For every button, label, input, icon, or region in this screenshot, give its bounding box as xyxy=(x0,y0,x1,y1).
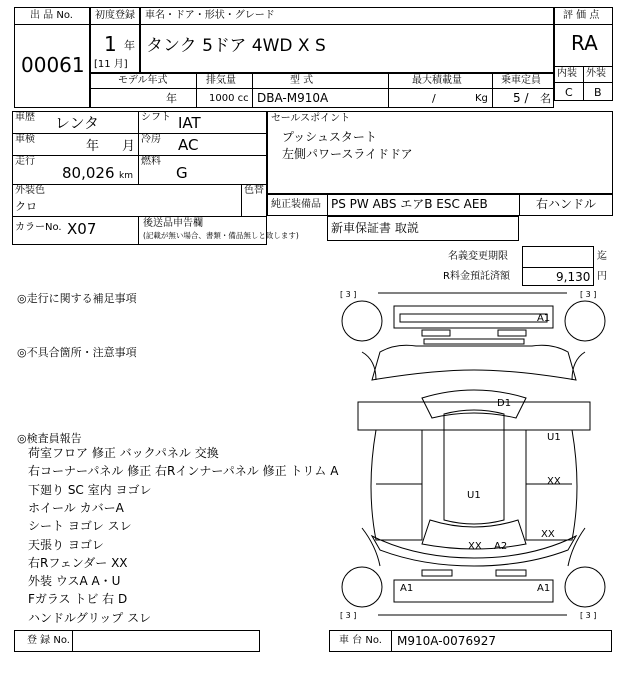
color-no-value: X07 xyxy=(67,220,97,238)
type-label: 型 式 xyxy=(290,75,314,86)
first-reg-label: 初度登録 xyxy=(95,10,135,21)
ac-value: AC xyxy=(178,136,199,154)
max-load-unit: Kg xyxy=(475,93,488,104)
lot-label: 出 品 No. xyxy=(30,10,73,21)
chassis-number: M910A-0076927 xyxy=(397,634,496,648)
corner-bl: [ 3 ] xyxy=(340,611,357,620)
defects-label: ◎不具合箇所・注意事項 xyxy=(17,346,137,359)
damage-mark: XX xyxy=(468,541,482,552)
damage-mark: A1 xyxy=(537,313,551,324)
fuel-value: G xyxy=(176,164,188,182)
wheel-front-right-icon xyxy=(565,301,605,341)
color-no-label: カラーNo. xyxy=(15,222,62,233)
max-load-value: / xyxy=(432,92,436,105)
history-label: 車歴 xyxy=(15,112,35,123)
color-change-label: 色替 xyxy=(244,185,264,196)
left-side-outline xyxy=(371,430,422,540)
damage-mark: A1 xyxy=(537,583,551,594)
report-line-9: Fガラス トビ 右 D xyxy=(28,592,128,606)
chassis-no-label: 車 台 No. xyxy=(339,635,382,646)
sales-point-line-1: プッシュスタート xyxy=(282,130,377,144)
exterior-grade: B xyxy=(594,86,602,99)
post-docs-label: 後送品申告欄 xyxy=(143,218,203,229)
capacity-label: 乗車定員 xyxy=(501,75,541,86)
report-line-5: シート ヨゴレ スレ xyxy=(28,519,132,533)
interior-label: 内装 xyxy=(557,68,577,79)
displacement-value: 1000 cc xyxy=(209,93,249,104)
first-reg-year: 1 xyxy=(104,32,117,56)
inspection-label: 車検 xyxy=(15,134,35,145)
report-line-6: 天張り ヨゴレ xyxy=(28,538,104,552)
name-change-label: 名義変更期限 xyxy=(448,251,508,262)
equipment-label: 純正装備品 xyxy=(271,199,321,210)
report-line-8: 外装 ウスA A・U xyxy=(28,574,121,588)
roof-outline xyxy=(444,410,504,524)
mileage-unit: km xyxy=(119,171,133,181)
exterior-label: 外装 xyxy=(586,68,606,79)
ac-label: 冷房 xyxy=(141,134,161,145)
capacity-unit: 名 xyxy=(540,92,551,105)
interior-grade: C xyxy=(565,86,573,99)
report-line-2: 右コーナーパネル 修正 右Rインナーパネル 修正 トリム A xyxy=(28,464,339,478)
capacity-value: 5 / xyxy=(513,91,529,105)
driving-notes-label: ◎走行に関する補足事項 xyxy=(17,292,137,305)
report-line-4: ホイール カバーA xyxy=(28,501,124,515)
shift-label: シフト xyxy=(141,112,171,123)
damage-mark: XX xyxy=(547,476,561,487)
corner-br: [ 3 ] xyxy=(580,611,597,620)
first-reg-year-unit: 年 xyxy=(124,39,135,52)
damage-mark: XX xyxy=(541,529,555,540)
mileage-value: 80,026 xyxy=(62,164,115,182)
rating-label: 評 価 点 xyxy=(563,10,600,21)
name-change-unit: 迄 xyxy=(597,251,607,262)
equipment-items: PS PW ABS エアB ESC AEB xyxy=(331,197,488,211)
car-name-label: 車名・ドア・形状・グレード xyxy=(145,10,275,21)
model-type-value: DBA-M910A xyxy=(257,91,329,105)
sales-point-line-2: 左側パワースライドドア xyxy=(282,147,413,161)
inspection-year: 年 xyxy=(86,139,100,154)
damage-mark: D1 xyxy=(497,398,512,409)
mileage-label: 走行 xyxy=(15,156,35,167)
car-name: タンク 5ドア 4WD X S xyxy=(146,36,326,56)
warranty-docs: 新車保証書 取説 xyxy=(331,221,419,235)
corner-tl: [ 3 ] xyxy=(340,290,357,299)
model-year-unit: 年 xyxy=(166,92,177,105)
body-color-label: 外装色 xyxy=(15,185,45,196)
first-reg-month: [11 月] xyxy=(94,59,128,70)
report-line-10: ハンドルグリップ スレ xyxy=(28,611,152,625)
handle-side: 右ハンドル xyxy=(536,197,597,211)
lot-number: 00061 xyxy=(21,53,85,77)
report-line-3: 下廻り SC 室内 ヨゴレ xyxy=(28,483,152,497)
recycle-label: R料金預託済額 xyxy=(443,271,510,282)
body-color-value: クロ xyxy=(15,200,37,213)
wheel-rear-left-icon xyxy=(342,567,382,607)
recycle-value: 9,130 xyxy=(556,270,591,284)
inspector-report-label: ◎検査員報告 xyxy=(17,432,82,445)
shift-value: IAT xyxy=(178,114,201,132)
report-line-7: 右Rフェンダー XX xyxy=(28,556,128,570)
front-bumper-outline xyxy=(394,306,553,328)
rear-bumper-outline xyxy=(394,580,553,602)
report-line-1: 荷室フロア 修正 バックパネル 交換 xyxy=(28,446,219,460)
post-docs-note: (記載が無い場合、書類・備品無しと致します) xyxy=(143,231,299,240)
fuel-label: 燃料 xyxy=(141,156,161,167)
damage-mark: A2 xyxy=(494,541,508,552)
corner-tr: [ 3 ] xyxy=(580,290,597,299)
sales-points-label: セールスポイント xyxy=(271,113,351,124)
damage-mark: U1 xyxy=(547,432,561,443)
inspection-month: 月 xyxy=(122,139,136,154)
displacement-label: 排気量 xyxy=(206,75,236,86)
damage-mark: A1 xyxy=(400,583,414,594)
reg-no-label: 登 録 No. xyxy=(27,635,70,646)
recycle-unit: 円 xyxy=(597,271,607,282)
hood-outline xyxy=(372,345,576,380)
max-load-label: 最大積載量 xyxy=(412,75,462,86)
wheel-front-left-icon xyxy=(342,301,382,341)
history-value: レンタ xyxy=(55,114,100,132)
rating-value: RA xyxy=(571,31,598,55)
wheel-rear-right-icon xyxy=(565,567,605,607)
car-damage-diagram xyxy=(336,288,612,622)
model-year-label: モデル年式 xyxy=(118,75,168,86)
damage-mark: U1 xyxy=(467,490,481,501)
